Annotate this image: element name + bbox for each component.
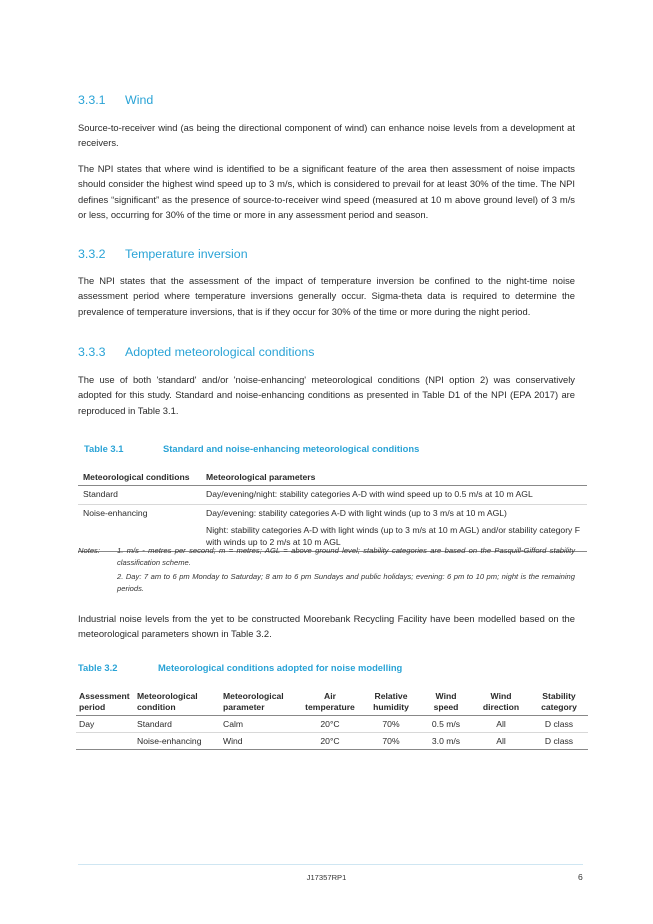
header-line: Wind: [435, 691, 457, 701]
table-cell: Day/evening/night: stability categories A-D with wind speed up to 0.5 m/s at 10 m AGL: [201, 486, 587, 505]
section-title: Adopted meteorological conditions: [125, 345, 315, 359]
section-heading-adopted-conditions: [78, 345, 314, 359]
section-number: 3.3.3: [78, 345, 106, 359]
table-row: [76, 716, 588, 733]
table-caption-3-2: [78, 662, 402, 673]
paragraph-adopted-1: The use of both 'standard' and/or 'noise-enhancing' meteorological conditions (NPI option 2) was conservatively adopted for this study. Standard and noise-enhancing conditions as presented in Table D1 of the NPI (EPA 2017) are reproduced in Table 3.1.: [78, 374, 575, 416]
column-header: Meteorological conditions: [78, 470, 201, 486]
page-number: 6: [578, 872, 583, 882]
table-number: Table 3.1: [84, 443, 124, 454]
table-cell: All: [472, 716, 530, 733]
table-3-1: [78, 470, 587, 552]
table-caption-3-1: [84, 443, 419, 454]
column-header: [76, 690, 134, 716]
note-item: 2. Day: 7 am to 6 pm Monday to Saturday; 8 am to 6 pm Sundays and public holidays; evening: 6 pm to 10 pm; night is the remaining periods.: [117, 572, 575, 593]
table-3-2: [76, 690, 588, 750]
section-number: 3.3.2: [78, 247, 106, 261]
header-line: Meteorological: [137, 691, 198, 701]
header-line: category: [541, 702, 577, 712]
table-cell: Day: [76, 716, 134, 733]
table-number: Table 3.2: [78, 662, 118, 673]
header-line: condition: [137, 702, 176, 712]
header-line: Stability: [542, 691, 576, 701]
table-header-row: [76, 690, 588, 716]
footer-divider: [78, 864, 583, 865]
table-cell: 3.0 m/s: [420, 733, 472, 750]
table-cell: 70%: [362, 733, 420, 750]
footer-document-code: J17357RP1: [306, 873, 347, 882]
header-line: Relative: [374, 691, 408, 701]
table-cell: D class: [530, 716, 588, 733]
table-cell: 0.5 m/s: [420, 716, 472, 733]
column-header: [134, 690, 220, 716]
table-notes: [78, 545, 575, 597]
column-header: [530, 690, 588, 716]
table-cell: 70%: [362, 716, 420, 733]
column-header: [298, 690, 362, 716]
section-heading-wind: [78, 93, 153, 107]
header-line: period: [79, 702, 106, 712]
table-cell: D class: [530, 733, 588, 750]
table-cell: All: [472, 733, 530, 750]
table-cell: [76, 733, 134, 750]
section-title: Temperature inversion: [125, 247, 248, 261]
paragraph-wind-2: The NPI states that where wind is identified to be a significant feature of the area then assessment of noise impacts should consider the highest wind speed up to 3 m/s, which is considered to prevail for at least 30% of the time. The NPI defines “significant” as the presence of source-to-receiver wind speed (measured at 10 m above ground level) of 3 m/s or less, occurring for 30% of the time or more in any assessment period and season.: [78, 163, 575, 220]
header-line: speed: [433, 702, 459, 712]
table-row: [76, 733, 588, 750]
notes-label: Notes:: [78, 546, 100, 555]
paragraph-wind-1: Source-to-receiver wind (as being the directional component of wind) can enhance noise levels from a development at receivers.: [78, 122, 575, 149]
header-line: Assessment: [79, 691, 130, 701]
table-cell: Noise-enhancing: [134, 733, 220, 750]
table-cell: Night: stability categories A-D with light winds (up to 3 m/s at 10 m AGL) and/or stability category F with winds up to 2 m/s at 10 m AGL: [201, 522, 587, 552]
table-header-row: [78, 470, 587, 486]
table-cell: Calm: [220, 716, 298, 733]
table-title: Meteorological conditions adopted for noise modelling: [158, 662, 403, 673]
table-cell: 20°C: [298, 733, 362, 750]
header-line: temperature: [305, 702, 355, 712]
table-cell: Day/evening: stability categories A-D with light winds (up to 3 m/s at 10 m AGL): [206, 507, 507, 518]
paragraph-industrial-1: Industrial noise levels from the yet to be constructed Moorebank Recycling Facility have been modelled based on the meteorological parameters shown in Table 3.2.: [78, 613, 575, 640]
column-header: [420, 690, 472, 716]
header-line: humidity: [373, 702, 409, 712]
header-line: Wind: [490, 691, 512, 701]
table-title: Standard and noise-enhancing meteorological conditions: [163, 443, 420, 454]
column-header: [220, 690, 298, 716]
column-header: [362, 690, 420, 716]
table-cell: 20°C: [298, 716, 362, 733]
table-cell: Wind: [220, 733, 298, 750]
table-row: [78, 504, 587, 522]
column-header: Meteorological parameters: [201, 470, 587, 486]
header-line: direction: [482, 702, 520, 712]
paragraph-inversion-1: The NPI states that the assessment of the impact of temperature inversion be confined to the night-time noise assessment period where temperature inversions generally occur. Sigma-theta data is required to determine the prevalence of temperature inversions, that is if they occur for 30% of the time or more during the night period.: [78, 275, 575, 317]
table-row: [78, 486, 587, 505]
header-line: Air: [324, 691, 336, 701]
table-cell: Noise-enhancing: [78, 504, 201, 552]
note-item: 1. m/s - metres per second; m = metres; AGL = above ground level; stability categories are based on the Pasquill-Gifford stability classification scheme.: [117, 546, 575, 567]
column-header: [472, 690, 530, 716]
section-number: 3.3.1: [78, 93, 106, 107]
header-line: Meteorological: [223, 691, 284, 701]
section-title: Wind: [125, 93, 154, 107]
header-line: parameter: [223, 702, 265, 712]
table-cell: Standard: [78, 486, 201, 505]
section-heading-temperature-inversion: [78, 247, 248, 261]
table-cell: Standard: [134, 716, 220, 733]
